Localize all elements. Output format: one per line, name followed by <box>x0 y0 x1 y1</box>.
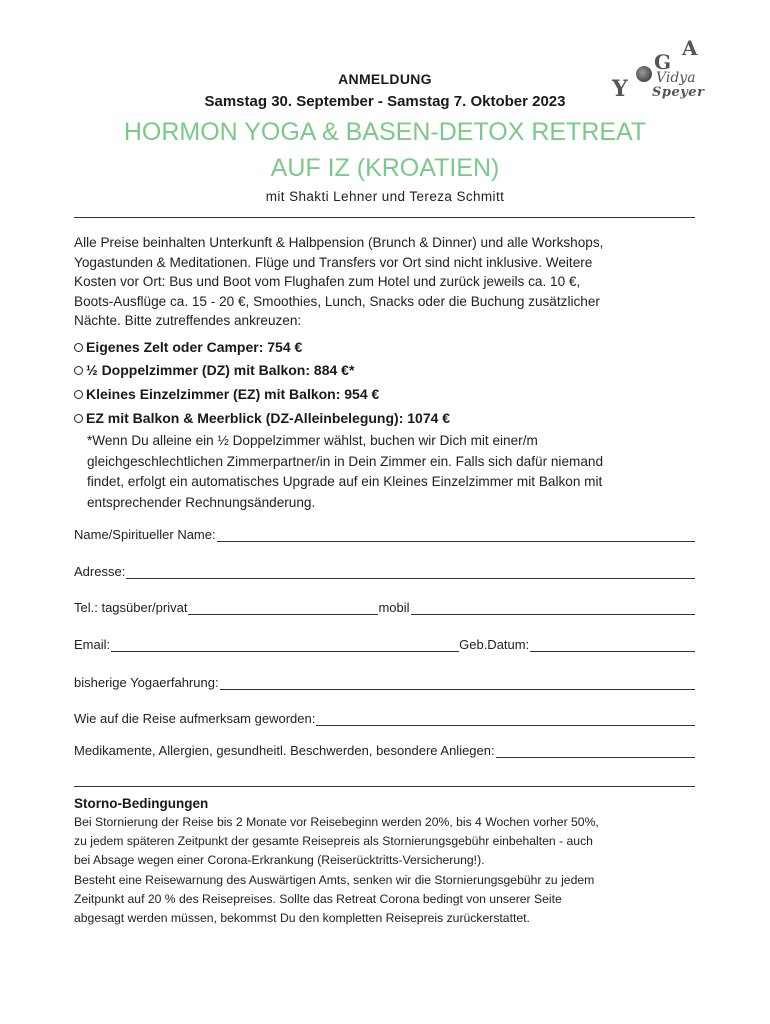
birthdate-input-line[interactable] <box>530 639 695 652</box>
option-single-room[interactable] <box>74 386 379 402</box>
intro-line: Boots-Ausflüge ca. 15 - 20 €, Smoothies, Lunch, Snacks oder die Buchung zusätzlicher <box>74 293 600 309</box>
medical-notes-extra-line[interactable] <box>74 786 695 787</box>
note-line: gleichgeschlechtlichen Zimmerpartner/in in Dein Zimmer ein. Falls sich dafür niemand <box>87 453 604 469</box>
name-label: Name/Spiritueller Name: <box>74 527 216 542</box>
storno-line: bei Absage wegen einer Corona-Erkrankung (Reiserücktritts-Versicherung!). <box>74 853 485 868</box>
yoga-experience-input-line[interactable] <box>220 677 695 690</box>
cancellation-terms <box>74 813 699 928</box>
phone-label: Tel.: tagsüber/privat <box>74 600 188 615</box>
intro-line: Nächte. Bitte zutreffendes ankreuzen: <box>74 313 302 329</box>
yoga-experience-field <box>74 675 695 690</box>
yoga-experience-label: bisherige Yogaerfahrung: <box>74 675 219 690</box>
email-field <box>74 637 695 652</box>
logo-letter-y: Y <box>612 76 628 102</box>
option-single-seaview[interactable] <box>74 410 450 426</box>
birthdate-label: Geb.Datum: <box>459 637 530 652</box>
note-line: findet, erfolgt ein automatisches Upgrade auf ein Kleines Einzelzimmer mit Balkon mit <box>87 474 603 489</box>
page-title-line-2: AUF IZ (KROATIEN) <box>270 154 500 182</box>
name-input-line[interactable] <box>217 529 695 542</box>
radio-circle-icon[interactable] <box>74 390 83 399</box>
mobile-label: mobil <box>378 600 410 615</box>
option-half-double-room[interactable] <box>74 362 354 378</box>
address-input-line[interactable] <box>126 566 695 579</box>
page-title-line-1: HORMON YOGA & BASEN-DETOX RETREAT <box>123 118 647 146</box>
logo-name: Vidya <box>656 70 696 86</box>
room-share-note <box>87 431 692 513</box>
storno-line: Besteht eine Reisewarnung des Auswärtigen Amts, senken wir die Stornierungsgebühr zu jedem <box>74 872 595 887</box>
event-dates: Samstag 30. September - Samstag 7. Oktober 2023 <box>204 93 566 110</box>
price-intro <box>74 233 696 331</box>
intro-line: Kosten vor Ort: Bus und Boot vom Flughafen zum Hotel und zurück jeweils ca. 10 €, <box>74 274 581 290</box>
option-label: Kleines Einzelzimmer (EZ) mit Balkon: 954 € <box>86 386 380 402</box>
option-label: Eigenes Zelt oder Camper: 754 € <box>86 339 303 355</box>
note-line: *Wenn Du alleine ein ½ Doppelzimmer wählst, buchen wir Dich mit einer/m <box>87 433 538 448</box>
referral-source-input-line[interactable] <box>316 713 695 726</box>
note-line: entsprechender Rechnungsänderung. <box>87 494 316 510</box>
option-label: EZ mit Balkon & Meerblick (DZ-Alleinbelegung): 1074 € <box>86 410 451 426</box>
radio-circle-icon[interactable] <box>74 366 83 375</box>
storno-line: abgesagt werden müssen, bekommst Du den kompletten Reisepreis zurückerstattet. <box>74 911 530 926</box>
referral-source-label: Wie auf die Reise aufmerksam geworden: <box>74 711 316 726</box>
email-label: Email: <box>74 637 111 652</box>
logo-city: Speyer <box>652 85 705 100</box>
address-field <box>74 564 695 579</box>
storno-line: Bei Stornierung der Reise bis 2 Monate vor Reisebeginn werden 20%, bis 4 Wochen vorher 50%, <box>74 815 599 829</box>
referral-source-field <box>74 711 695 726</box>
logo-letter-g: G <box>654 50 672 74</box>
phone-input-line[interactable] <box>188 602 378 615</box>
intro-line: Yogastunden & Meditationen. Flüge und Transfers vor Ort sind nicht inklusive. Weitere <box>74 254 593 270</box>
email-input-line[interactable] <box>111 639 459 652</box>
address-label: Adresse: <box>74 564 126 579</box>
form-kicker: ANMELDUNG <box>338 71 432 87</box>
cancellation-heading: Storno-Bedingungen <box>74 796 209 811</box>
intro-line: Alle Preise beinhalten Unterkunft & Halbpension (Brunch & Dinner) und alle Workshops, <box>74 235 604 250</box>
medical-notes-label: Medikamente, Allergien, gesundheitl. Beschwerden, besondere Anliegen: <box>74 743 495 758</box>
storno-line: Zeitpunkt auf 20 % des Reisepreises. Sollte das Retreat Corona bedingt von unserer Seite <box>74 891 562 906</box>
option-label: ½ Doppelzimmer (DZ) mit Balkon: 884 €* <box>86 362 355 378</box>
radio-circle-icon[interactable] <box>74 414 83 423</box>
medical-notes-input-line[interactable] <box>496 745 695 758</box>
option-tent[interactable] <box>74 339 302 355</box>
mobile-input-line[interactable] <box>411 602 695 615</box>
page-subtitle: mit Shakti Lehner und Tereza Schmitt <box>265 189 505 204</box>
radio-circle-icon[interactable] <box>74 343 83 352</box>
logo-letter-a: A <box>682 36 698 60</box>
medical-notes-field <box>74 743 695 758</box>
storno-line: zu jedem späteren Zeitpunkt der gesamte Reisepreis als Stornierungsgebühr einbehalten - auch <box>74 834 593 849</box>
name-field <box>74 527 695 542</box>
phone-field <box>74 600 695 615</box>
header-divider <box>74 217 695 218</box>
